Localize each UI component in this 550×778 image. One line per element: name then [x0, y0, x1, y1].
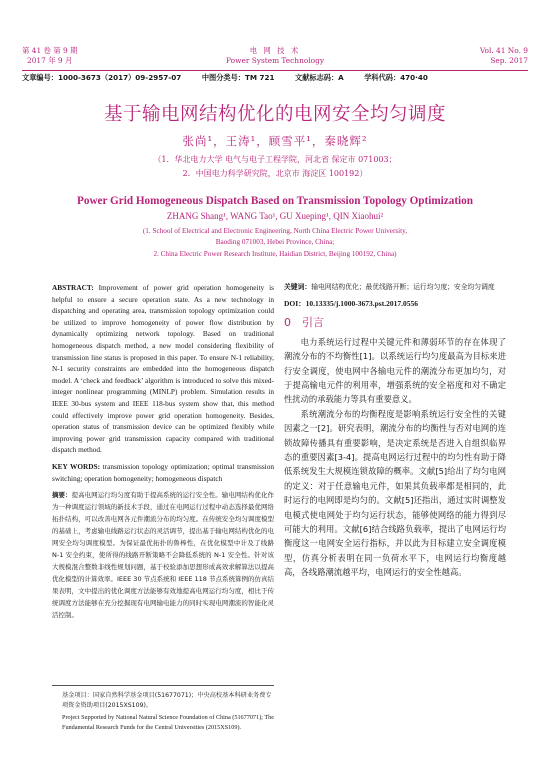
affiliation-zh-2: 2．中国电力科学研究院，北京市 海淀区 100192） [182, 169, 368, 178]
affiliations-en [0, 226, 550, 260]
abstract-text: Improvement of power grid operation homogeneity is helpful to ensure a secure operation state. As a new technology in dispatching and operating area, transmission topology optimization could be utilized to improve homogeneity of power flow distribution by dynamically optimizing network topology. Based on traditional homogeneous dispatch method, a new model considering flexibility of transmission line status is proposed in this paper. To ensure N-1 reliability, N-1 security constraints are embedded into the homogeneous dispatch model. A ‘check and feedback’ algorithm is introduced to solve this mixed-integer nonlinear programming (MINLP) problem. Simulation results in IEEE 30-bus system and IEEE 118-bus system show that, this method could effectively improve power grid operation homogeneity. Besides, operation status of transmission device can be optimized flexibly while improving power grid transmission capacity compared with traditional dispatch method. [52, 283, 274, 455]
authors-en: ZHANG Shang¹, WANG Tao¹, GU Xueping¹, QIN Xiaohui² [166, 211, 384, 221]
abstract-en [52, 282, 274, 456]
abstract-label: ABSTRACT: [52, 283, 94, 292]
document-code: 文献标志码：A [295, 73, 344, 82]
journal-header [22, 46, 528, 71]
keywords-zh-text: 输电网结构优化；最优线路开断；运行均匀度；安全均匀调度 [311, 283, 495, 291]
volume-issue-en: Vol. 41 No. 9 [479, 46, 528, 55]
clc-number: 中图分类号：TM 721 [201, 73, 275, 82]
keywords-en [52, 461, 274, 484]
issue-date: 2017 年 9 月 [27, 56, 73, 65]
issue-date-en: Sep. 2017 [490, 56, 528, 65]
affiliation-en-2: 2. China Electric Power Research Institute, Haidian District, Beijing 100192, China) [153, 249, 397, 258]
footnote [52, 685, 274, 733]
body-paragraph: 系统潮流分布的均衡程度是影响系统运行安全性的关键因素之一[2]。研究表明，潮流分布的均衡性与否对电网的连锁故障传播具有重要影响，是决定系统是否进入自组织临界态的重要因素[3-4]。提高电网运行过程中的均匀性有助于降低系统发生大规模连锁故障的概率。文献[5]给出了均匀电网的定义：对于任意输电元件，如果其负载率都是相同的，此时运行的电网即是均匀的。文献[5]还指出，通过实时调整发电模式使电网处于均匀运行状态，能够使网络的能力得到尽可能大的利用。文献[6]结合线路负载率，提出了电网运行均衡度这一电网安全运行指标，并以此为目标建立安全调度模型，仿真分析表明在同一负荷水平下，电网运行均衡度越高，各线路潮流越平均，电网运行的安全性越高。 [284, 408, 506, 578]
right-column [284, 282, 506, 580]
issue-info-en [480, 46, 528, 66]
keywords-text: transmission topology optimization; optimal transmission switching; operation homogeneity; homogeneous dispatch [52, 461, 275, 483]
keywords-zh-label: 关键词： [284, 283, 312, 291]
abstract-zh-text: 提高电网运行均匀度有助于提高系统的运行安全性。输电网结构优化作为一种调度运行领域的新技术手段，通过在电网运行过程中动态选择最优网络拓扑结构，可以改善电网各元件潮流分布的均匀度。在传统安全均匀调度模型的基础上，考虑输电线路运行状态的灵活调节，提出基于输电网结构优化的电网安全均匀调度模型。为保证最优拓扑的鲁棒性，在优化模型中计及了线路 N-1 安全约束，使所得的线路开断策略不会降低系统的 N-1 安全性。针对该大规模混合整数非线性规划问题，基于校验添加思想形成高效求解算法以提高优化模型的计算效率。IEEE 30 节点系统和 IEEE 118 节点系统算例的仿真结果表明，文中提出的优化调度方法能够有效地提高电网运行均匀度，相比于传统调度方法能够在充分挖掘现有电网输电能力的同时实现电网潮流的智能化灵活控制。 [52, 491, 275, 620]
footnote-zh: 基金项目：国家自然科学基金项目(51677071)；中央高校基本科研业务费专项资金资助项目(2015XS109)。 [62, 692, 272, 709]
affiliations-zh [0, 153, 550, 181]
authors-zh: 张尚¹，王涛¹，顾雪平¹，秦晓辉² [182, 134, 368, 148]
doi: DOI：10.13335/j.1000-3673.pst.2017.0556 [284, 298, 418, 308]
paper-title-zh: 基于输电网结构优化的电网安全均匀调度 [103, 104, 446, 125]
subject-code: 学科代码：470·40 [364, 73, 428, 82]
affiliation-en-1b: Baoding 071003, Hebei Province, China; [215, 238, 335, 247]
affiliation-zh-1: （1．华北电力大学 电气与电子工程学院，河北省 保定市 071003； [153, 155, 397, 164]
keywords-label: KEY WORDS: [52, 461, 101, 471]
section-heading: 0 引言 [284, 316, 324, 330]
journal-name-en: Power System Technology [226, 56, 324, 65]
affiliation-en-1: (1. School of Electrical and Electronic Engineering, North China Electric Power University, [142, 227, 408, 235]
journal-name-zh: 电 网 技 术 [249, 46, 301, 55]
abstract-zh-label: 摘要： [52, 491, 72, 500]
footnote-en: Project Supported by National Natural Science Foundation of China (51677071); The Fundamental Research Funds for the Central Universities (2015XS109). [62, 714, 274, 731]
body-paragraph: 电力系统运行过程中关键元件和薄弱环节的存在体现了潮流分布的不均衡性[1]。以系统运行均匀度最高为目标来进行安全调度，使电网中各输电元件的潮流分布更加均匀，对于提高输电元件的利用率，增强系统的安全裕度和对不确定性扰动的承载能力等具有重要意义。 [284, 336, 506, 405]
keywords-zh [284, 282, 506, 294]
journal-title [22, 46, 528, 66]
article-number: 文章编号：1000-3673（2017）09-2957-07 [22, 73, 182, 82]
paper-title-en: Power Grid Homogeneous Dispatch Based on Transmission Topology Optimization [77, 195, 473, 207]
abstract-zh [52, 489, 274, 621]
left-column [52, 282, 274, 621]
article-meta [22, 73, 528, 83]
volume-issue: 第 41 卷 第 9 期 [22, 46, 78, 55]
